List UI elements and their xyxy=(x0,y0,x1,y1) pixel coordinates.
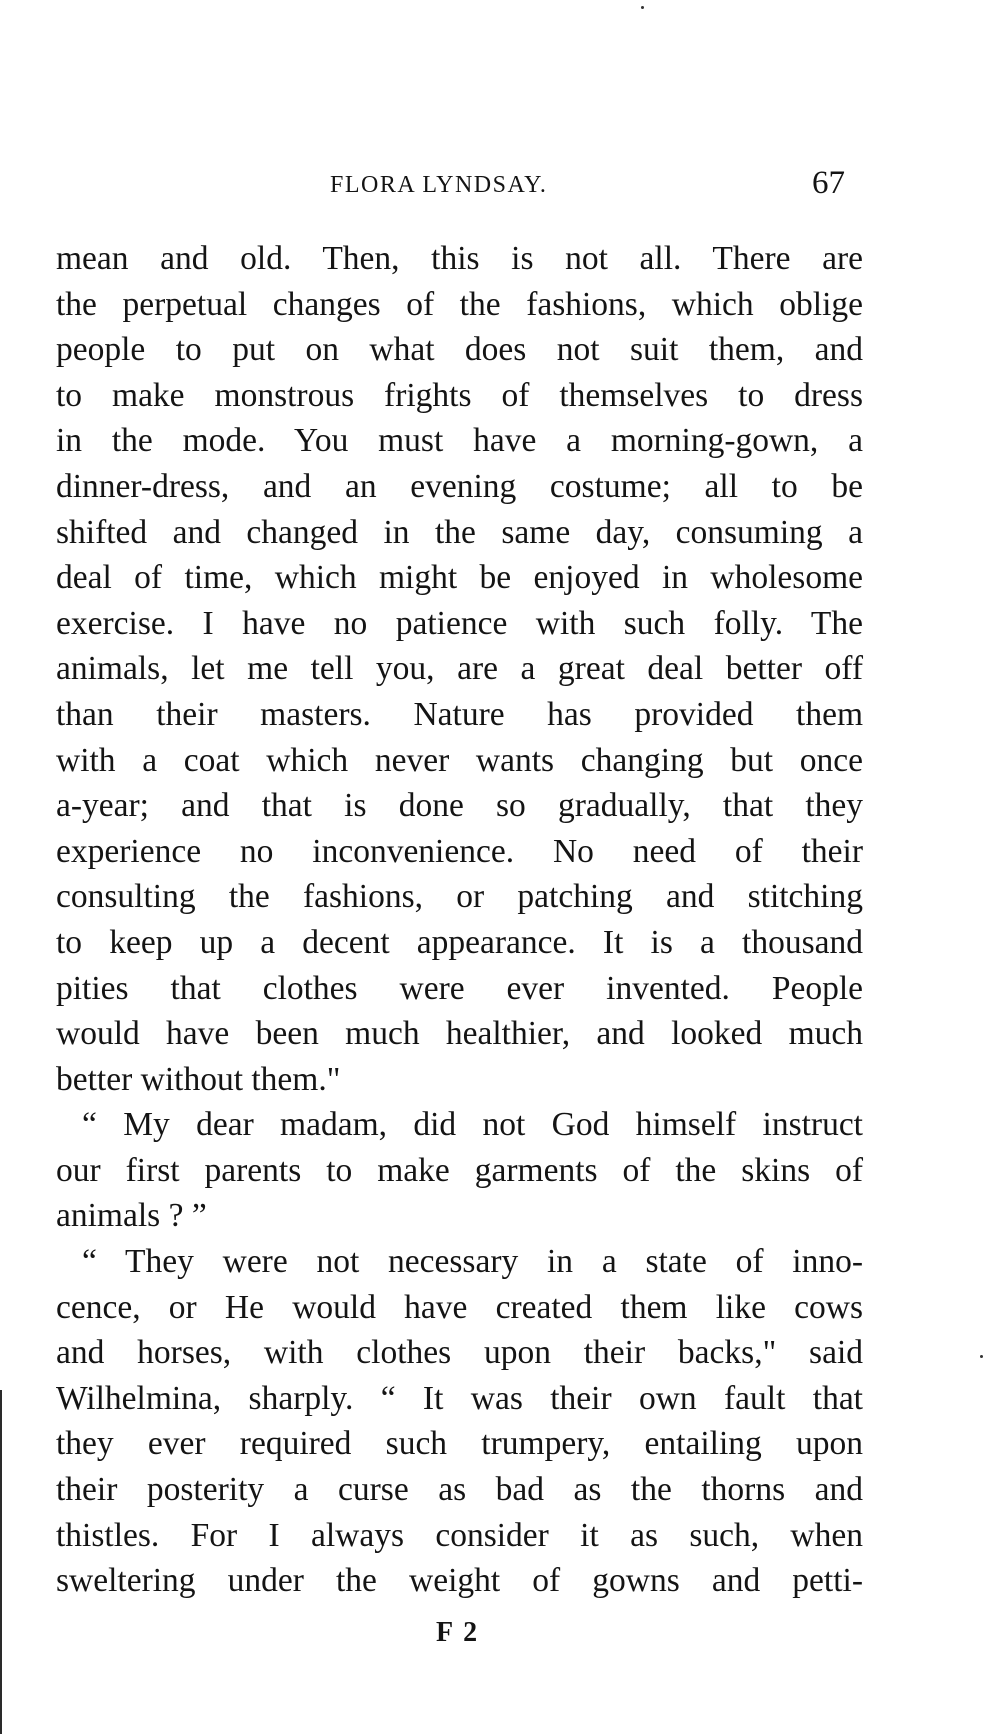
speck xyxy=(980,1355,983,1358)
text-line: a-year; and that is done so gradually, that they xyxy=(56,787,863,825)
text-line: thistles. For I always consider it as such, when xyxy=(56,1516,863,1554)
text-line: “ My dear madam, did not God himself instruct xyxy=(82,1106,863,1144)
text-line: experience no inconvenience. No need of their xyxy=(56,832,863,870)
text-line: exercise. I have no patience with such folly. The xyxy=(56,604,863,642)
text-line: deal of time, which might be enjoyed in wholesome xyxy=(56,559,863,597)
text-line: to make monstrous frights of themselves to dress xyxy=(56,376,863,414)
text-line: Wilhelmina, sharply. “ It was their own fault that xyxy=(56,1379,863,1417)
text-line: would have been much healthier, and looked much xyxy=(56,1015,863,1053)
text-line: they ever required such trumpery, entailing upon xyxy=(56,1425,863,1463)
text-line: cence, or He would have created them like cows xyxy=(56,1288,863,1326)
text-line: animals, let me tell you, are a great deal better off xyxy=(56,650,863,688)
text-line: “ They were not necessary in a state of inno- xyxy=(82,1243,863,1281)
page-edge-shadow xyxy=(0,1390,2,1734)
text-line: their posterity a curse as bad as the thorns and xyxy=(56,1471,863,1509)
running-title: FLORA LYNDSAY. xyxy=(330,172,548,198)
text-line: better without them." xyxy=(56,1060,341,1098)
signature-mark: F 2 xyxy=(436,1617,480,1648)
speck xyxy=(641,6,644,9)
body-text xyxy=(56,236,863,1604)
text-line: mean and old. Then, this is not all. There are xyxy=(56,240,863,277)
text-line: consulting the fashions, or patching and stitching xyxy=(56,878,863,916)
text-line: dinner-dress, and an evening costume; all to be xyxy=(56,467,863,505)
text-line: with a coat which never wants changing but once xyxy=(56,741,863,779)
text-line: to keep up a decent appearance. It is a thousand xyxy=(56,923,863,961)
text-line: sweltering under the weight of gowns and petti- xyxy=(56,1562,863,1600)
text-line: pities that clothes were ever invented. People xyxy=(56,969,863,1007)
text-line: shifted and changed in the same day, consuming a xyxy=(56,513,863,551)
text-line: in the mode. You must have a morning-gown, a xyxy=(56,422,863,460)
page-number: 67 xyxy=(812,165,845,201)
text-line: and horses, with clothes upon their backs," said xyxy=(56,1334,863,1372)
text-line: people to put on what does not suit them, and xyxy=(56,331,863,369)
text-line: than their masters. Nature has provided them xyxy=(56,695,863,733)
text-line: our first parents to make garments of the skins of xyxy=(56,1151,863,1189)
text-line: the perpetual changes of the fashions, which oblige xyxy=(56,285,863,323)
text-line: animals ? ” xyxy=(56,1197,207,1235)
